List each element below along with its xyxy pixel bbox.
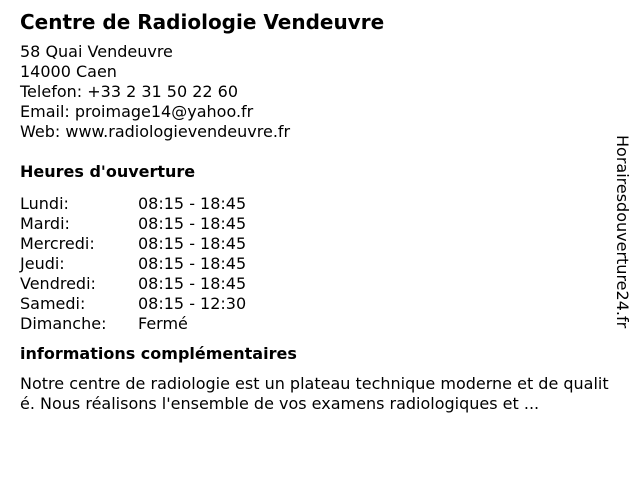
hours-time: 08:15 - 18:45 [138,274,247,293]
hours-time: 08:15 - 18:45 [138,254,247,273]
street-address: 58 Quai Vendeuvre [20,42,173,61]
hours-day: Jeudi: [20,254,65,273]
website-link[interactable]: Web: www.radiologievendeuvre.fr [20,122,291,141]
hours-time: 08:15 - 18:45 [138,234,247,253]
additional-info-heading: informations complémentaires [20,344,297,363]
hours-time: 08:15 - 18:45 [138,194,247,213]
hours-time: Fermé [138,314,188,333]
hours-row-tuesday [20,214,610,234]
hours-row-sunday [20,314,610,334]
hours-time: 08:15 - 18:45 [138,214,247,233]
hours-row-monday [20,194,610,214]
address-block [20,42,610,142]
hours-row-wednesday [20,234,610,254]
hours-day: Samedi: [20,294,86,313]
hours-row-saturday [20,294,610,314]
hours-row-thursday [20,254,610,274]
hours-time: 08:15 - 12:30 [138,294,247,313]
business-info [20,10,610,414]
opening-hours-heading: Heures d'ouverture [20,162,196,181]
additional-info-text: Notre centre de radiologie est un plateau technique moderne et de qualité. Nous réalisons l'ensemble de vos examens radiologiques et ... [20,374,609,413]
hours-day: Vendredi: [20,274,96,293]
hours-day: Mardi: [20,214,70,233]
site-watermark: Horairesdouverture24.fr [613,135,632,329]
phone-number[interactable]: Telefon: +33 2 31 50 22 60 [20,82,239,101]
hours-day: Dimanche: [20,314,107,333]
hours-row-friday [20,274,610,294]
opening-hours-table [20,194,610,334]
business-name: Centre de Radiologie Vendeuvre [20,10,385,34]
hours-day: Mercredi: [20,234,95,253]
hours-day: Lundi: [20,194,69,213]
email-address[interactable]: Email: proimage14@yahoo.fr [20,102,254,121]
city-postcode: 14000 Caen [20,62,117,81]
